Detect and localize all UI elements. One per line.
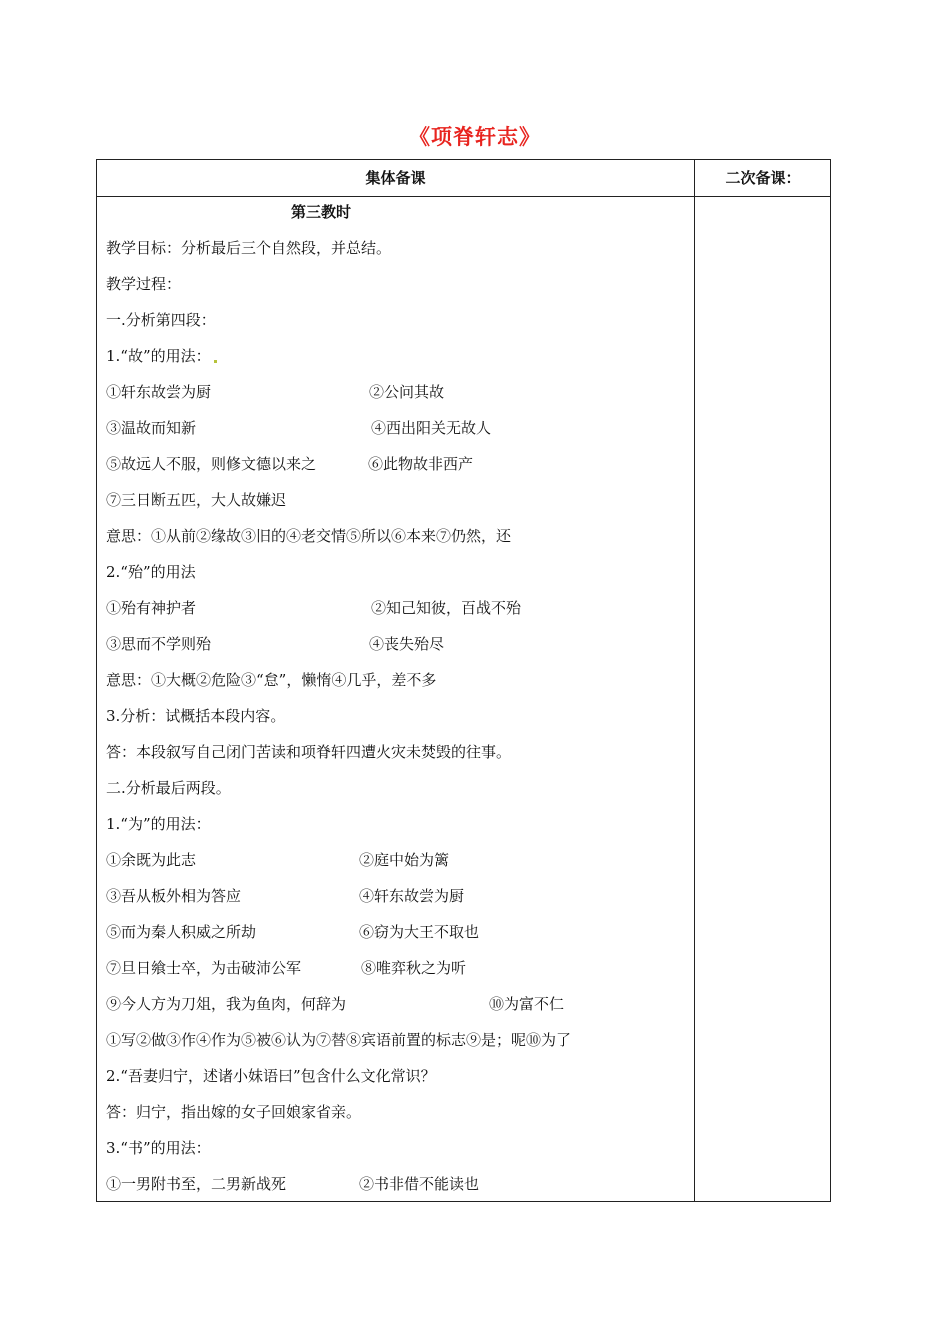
w3-row: ①一男附书至，二男新战死 ②书非借不能读也 — [106, 1175, 480, 1193]
w1-row: ⑨今人方为刀俎，我为鱼肉，何辞为 ⑩为富不仁 — [106, 995, 565, 1013]
w1-row: ⑤而为秦人积威之所劫 ⑥窃为大王不取也 — [106, 923, 480, 941]
column-header-main: 集体备课 — [365, 169, 426, 187]
shu-question: 3.“书”的用法： — [106, 1139, 211, 1157]
mark-dot — [214, 360, 217, 363]
q2-row: ①殆有神护者 ②知己知彼，百战不殆 — [106, 599, 522, 617]
w1-meaning: ①写②做③作④作为⑤被⑥认为⑦替⑧宾语前置的标志⑨是；呢⑩为了 — [106, 1031, 572, 1049]
q1-row: ⑦三日断五匹，大人故嫌迟 — [106, 491, 287, 509]
q3-answer: 答：本段叙写自己闭门苦读和项脊轩四遭火灾未焚毁的往事。 — [106, 743, 512, 761]
question-1: 1.“故”的用法： — [106, 345, 217, 367]
session-heading: 第三教时 — [291, 203, 352, 221]
q1-row: ①轩东故尝为厨 ②公问其故 — [106, 383, 445, 401]
teaching-goal: 教学目标：分析最后三个自然段，并总结。 — [106, 239, 392, 257]
document-title: 《项脊轩志》 — [409, 125, 541, 149]
question-2: 2.“殆”的用法 — [106, 563, 196, 581]
q1-row: ③温故而知新 ④西出阳关无故人 — [106, 419, 492, 437]
lesson-table — [96, 159, 831, 1202]
question-3: 3.分析：试概括本段内容。 — [106, 707, 286, 725]
wei-question: 1.“为”的用法： — [106, 815, 211, 833]
w1-row: ①余既为此志 ②庭中始为篱 — [106, 851, 450, 869]
q2-row: ③思而不学则殆 ④丧失殆尽 — [106, 635, 445, 653]
column-header-side: 二次备课： — [725, 169, 801, 187]
w1-row: ⑦旦日飨士卒，为击破沛公军 ⑧唯弈秋之为听 — [106, 959, 467, 977]
guining-question: 2.“吾妻归宁，述诸小妹语曰”包含什么文化常识？ — [106, 1067, 436, 1085]
column-divider — [694, 160, 695, 1201]
teaching-process: 教学过程： — [106, 275, 182, 293]
guining-answer: 答：归宁，指出嫁的女子回娘家省亲。 — [106, 1103, 362, 1121]
header-divider — [97, 196, 830, 197]
q2-meaning: 意思：①大概②危险③“怠”，懒惰④几乎，差不多 — [106, 671, 437, 689]
w1-row: ③吾从板外相为答应 ④轩东故尝为厨 — [106, 887, 465, 905]
part-two-heading: 二.分析最后两段。 — [106, 779, 231, 797]
q1-meaning: 意思：①从前②缘故③旧的④老交情⑤所以⑥本来⑦仍然，还 — [106, 527, 512, 545]
part-one-heading: 一.分析第四段： — [106, 311, 216, 329]
q1-row: ⑤故远人不服，则修文德以来之 ⑥此物故非西产 — [106, 455, 474, 473]
